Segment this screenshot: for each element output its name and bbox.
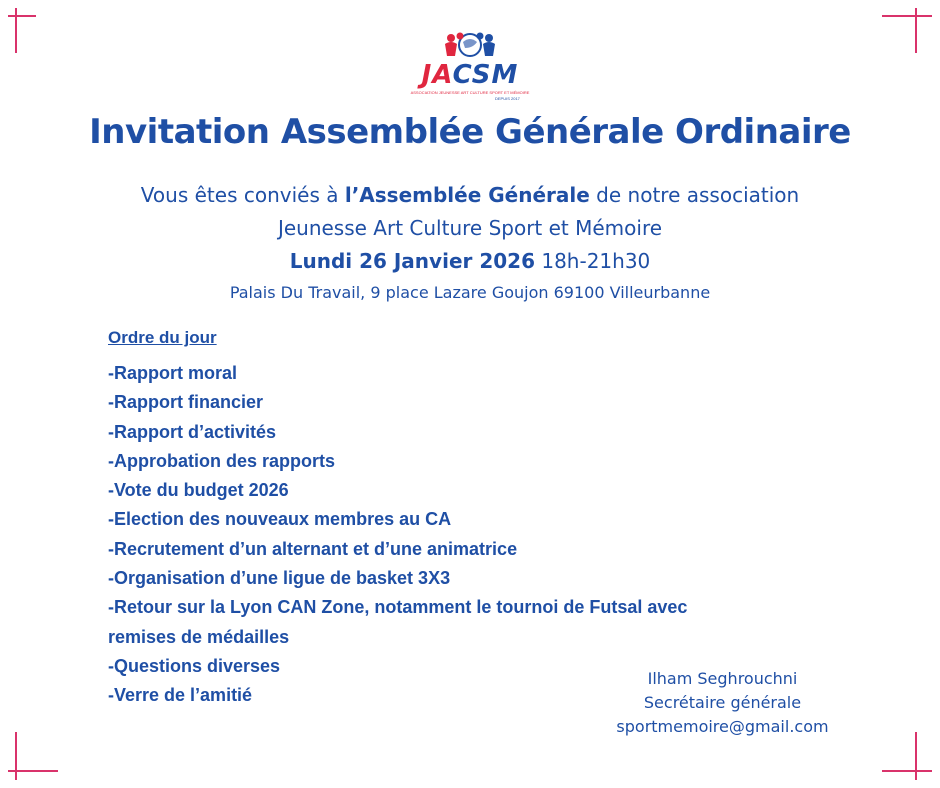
agenda-item: -Recrutement d’un alternant et d’une animatrice (108, 538, 518, 559)
agenda-item: -Rapport financier (108, 392, 264, 413)
agenda-item: -Questions diverses (108, 655, 281, 676)
agenda-list (108, 359, 828, 711)
corner-mark-bottom-right-v (915, 732, 917, 780)
agenda-heading: Ordre du jour (108, 328, 217, 347)
logo-year: DEPUIS 2017 (495, 96, 520, 101)
event-date: Lundi 26 Janvier 2026 18h-21h30 (289, 249, 651, 273)
agenda-item: -Vote du budget 2026 (108, 480, 289, 501)
association-name: Jeunesse Art Culture Sport et Mémoire (277, 216, 663, 240)
signature-email: sportmemoire@gmail.com (616, 717, 829, 736)
agenda-item: -Approbation des rapports (108, 450, 336, 471)
event-address: Palais Du Travail, 9 place Lazare Goujon 69100 Villeurbanne (229, 283, 711, 302)
agenda-item: remises de médailles (108, 626, 290, 647)
signature-role: Secrétaire générale (643, 693, 802, 712)
logo-wordmark: JACSM (421, 60, 519, 90)
association-logo (405, 30, 535, 102)
intro-line-1: Vous êtes conviés à l’Assemblée Générale de notre association (140, 183, 800, 207)
agenda-item: -Rapport d’activités (108, 421, 277, 442)
agenda-item: -Election des nouveaux membres au CA (108, 509, 452, 530)
corner-mark-top-right-h (882, 15, 932, 17)
agenda-item: -Retour sur la Lyon CAN Zone, notamment le tournoi de Futsal avec (108, 597, 688, 618)
corner-mark-bottom-left-v (15, 732, 17, 780)
corner-mark-top-right-v (915, 8, 917, 53)
agenda-item: -Verre de l’amitié (108, 685, 253, 706)
signature-name: Ilham Seghrouchni (647, 669, 798, 688)
page-title: Invitation Assemblée Générale Ordinaire (89, 112, 851, 152)
corner-mark-top-left-v (15, 8, 17, 53)
people-globe-icon (405, 30, 535, 60)
corner-mark-top-left-h (8, 15, 36, 17)
agenda-item: -Rapport moral (108, 363, 238, 383)
agenda-item: -Organisation d’une ligue de basket 3X3 (108, 568, 451, 589)
logo-tagline: ASSOCIATION JEUNESSE ART CULTURE SPORT ET MÉMOIRE (410, 90, 530, 95)
corner-mark-bottom-right-h (882, 770, 932, 772)
